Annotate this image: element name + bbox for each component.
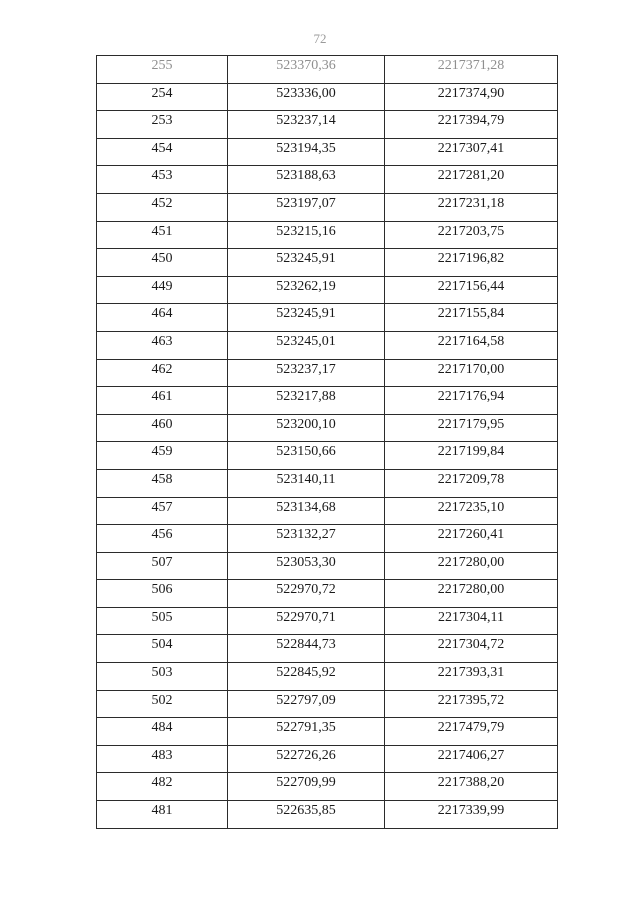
y-coordinate-cell: 2217280,00 (385, 552, 558, 580)
table-row (97, 166, 558, 194)
x-coordinate-cell: 523245,01 (228, 331, 385, 359)
point-number-cell: 452 (97, 193, 228, 221)
table-row (97, 718, 558, 746)
table-row (97, 276, 558, 304)
point-number-cell: 482 (97, 773, 228, 801)
y-coordinate-cell: 2217156,44 (385, 276, 558, 304)
y-coordinate-cell: 2217388,20 (385, 773, 558, 801)
x-coordinate-cell: 523140,11 (228, 469, 385, 497)
y-coordinate-cell: 2217164,58 (385, 331, 558, 359)
table-row (97, 663, 558, 691)
table-row (97, 497, 558, 525)
table-row (97, 525, 558, 553)
x-coordinate-cell: 523132,27 (228, 525, 385, 553)
x-coordinate-cell: 522635,85 (228, 801, 385, 829)
table-row (97, 690, 558, 718)
y-coordinate-cell: 2217231,18 (385, 193, 558, 221)
y-coordinate-cell: 2217479,79 (385, 718, 558, 746)
y-coordinate-cell: 2217307,41 (385, 138, 558, 166)
point-number-cell: 450 (97, 249, 228, 277)
coordinates-table (96, 55, 558, 829)
y-coordinate-cell: 2217393,31 (385, 663, 558, 691)
point-number-cell: 253 (97, 111, 228, 139)
x-coordinate-cell: 522791,35 (228, 718, 385, 746)
table-row (97, 635, 558, 663)
x-coordinate-cell: 522970,72 (228, 580, 385, 608)
table-row (97, 359, 558, 387)
point-number-cell: 457 (97, 497, 228, 525)
x-coordinate-cell: 523336,00 (228, 83, 385, 111)
point-number-cell: 449 (97, 276, 228, 304)
y-coordinate-cell: 2217209,78 (385, 469, 558, 497)
y-coordinate-cell: 2217179,95 (385, 414, 558, 442)
y-coordinate-cell: 2217176,94 (385, 387, 558, 415)
point-number-cell: 505 (97, 607, 228, 635)
point-number-cell: 456 (97, 525, 228, 553)
point-number-cell: 483 (97, 745, 228, 773)
point-number-cell: 502 (97, 690, 228, 718)
y-coordinate-cell: 2217374,90 (385, 83, 558, 111)
point-number-cell: 507 (97, 552, 228, 580)
y-coordinate-cell: 2217371,28 (385, 56, 558, 84)
x-coordinate-cell: 522970,71 (228, 607, 385, 635)
point-number-cell: 454 (97, 138, 228, 166)
y-coordinate-cell: 2217304,72 (385, 635, 558, 663)
y-coordinate-cell: 2217281,20 (385, 166, 558, 194)
y-coordinate-cell: 2217260,41 (385, 525, 558, 553)
x-coordinate-cell: 522726,26 (228, 745, 385, 773)
x-coordinate-cell: 523188,63 (228, 166, 385, 194)
y-coordinate-cell: 2217196,82 (385, 249, 558, 277)
x-coordinate-cell: 523200,10 (228, 414, 385, 442)
x-coordinate-cell: 523215,16 (228, 221, 385, 249)
x-coordinate-cell: 522709,99 (228, 773, 385, 801)
page-number: 72 (313, 31, 327, 46)
table-row (97, 304, 558, 332)
x-coordinate-cell: 523194,35 (228, 138, 385, 166)
x-coordinate-cell: 523053,30 (228, 552, 385, 580)
y-coordinate-cell: 2217155,84 (385, 304, 558, 332)
table-row (97, 580, 558, 608)
x-coordinate-cell: 522844,73 (228, 635, 385, 663)
point-number-cell: 254 (97, 83, 228, 111)
table-row (97, 249, 558, 277)
point-number-cell: 459 (97, 442, 228, 470)
point-number-cell: 462 (97, 359, 228, 387)
y-coordinate-cell: 2217203,75 (385, 221, 558, 249)
x-coordinate-cell: 523245,91 (228, 249, 385, 277)
y-coordinate-cell: 2217280,00 (385, 580, 558, 608)
table-row (97, 387, 558, 415)
point-number-cell: 255 (97, 56, 228, 84)
x-coordinate-cell: 522797,09 (228, 690, 385, 718)
table-row (97, 221, 558, 249)
y-coordinate-cell: 2217199,84 (385, 442, 558, 470)
point-number-cell: 463 (97, 331, 228, 359)
x-coordinate-cell: 523150,66 (228, 442, 385, 470)
table-row (97, 193, 558, 221)
point-number-cell: 458 (97, 469, 228, 497)
table-row (97, 331, 558, 359)
table-row (97, 745, 558, 773)
point-number-cell: 506 (97, 580, 228, 608)
point-number-cell: 504 (97, 635, 228, 663)
table-row (97, 801, 558, 829)
x-coordinate-cell: 523237,17 (228, 359, 385, 387)
x-coordinate-cell: 523237,14 (228, 111, 385, 139)
y-coordinate-cell: 2217395,72 (385, 690, 558, 718)
point-number-cell: 503 (97, 663, 228, 691)
x-coordinate-cell: 523370,36 (228, 56, 385, 84)
table-row (97, 414, 558, 442)
point-number-cell: 484 (97, 718, 228, 746)
table-row (97, 552, 558, 580)
y-coordinate-cell: 2217394,79 (385, 111, 558, 139)
coordinates-table-body (97, 56, 558, 829)
y-coordinate-cell: 2217339,99 (385, 801, 558, 829)
point-number-cell: 464 (97, 304, 228, 332)
y-coordinate-cell: 2217235,10 (385, 497, 558, 525)
x-coordinate-cell: 523262,19 (228, 276, 385, 304)
point-number-cell: 453 (97, 166, 228, 194)
x-coordinate-cell: 523217,88 (228, 387, 385, 415)
table-row (97, 442, 558, 470)
table-row (97, 111, 558, 139)
point-number-cell: 460 (97, 414, 228, 442)
point-number-cell: 451 (97, 221, 228, 249)
table-row (97, 138, 558, 166)
table-row (97, 83, 558, 111)
point-number-cell: 481 (97, 801, 228, 829)
y-coordinate-cell: 2217406,27 (385, 745, 558, 773)
x-coordinate-cell: 523245,91 (228, 304, 385, 332)
table-row (97, 56, 558, 84)
point-number-cell: 461 (97, 387, 228, 415)
x-coordinate-cell: 522845,92 (228, 663, 385, 691)
x-coordinate-cell: 523134,68 (228, 497, 385, 525)
table-row (97, 773, 558, 801)
x-coordinate-cell: 523197,07 (228, 193, 385, 221)
y-coordinate-cell: 2217304,11 (385, 607, 558, 635)
table-row (97, 607, 558, 635)
table-row (97, 469, 558, 497)
y-coordinate-cell: 2217170,00 (385, 359, 558, 387)
